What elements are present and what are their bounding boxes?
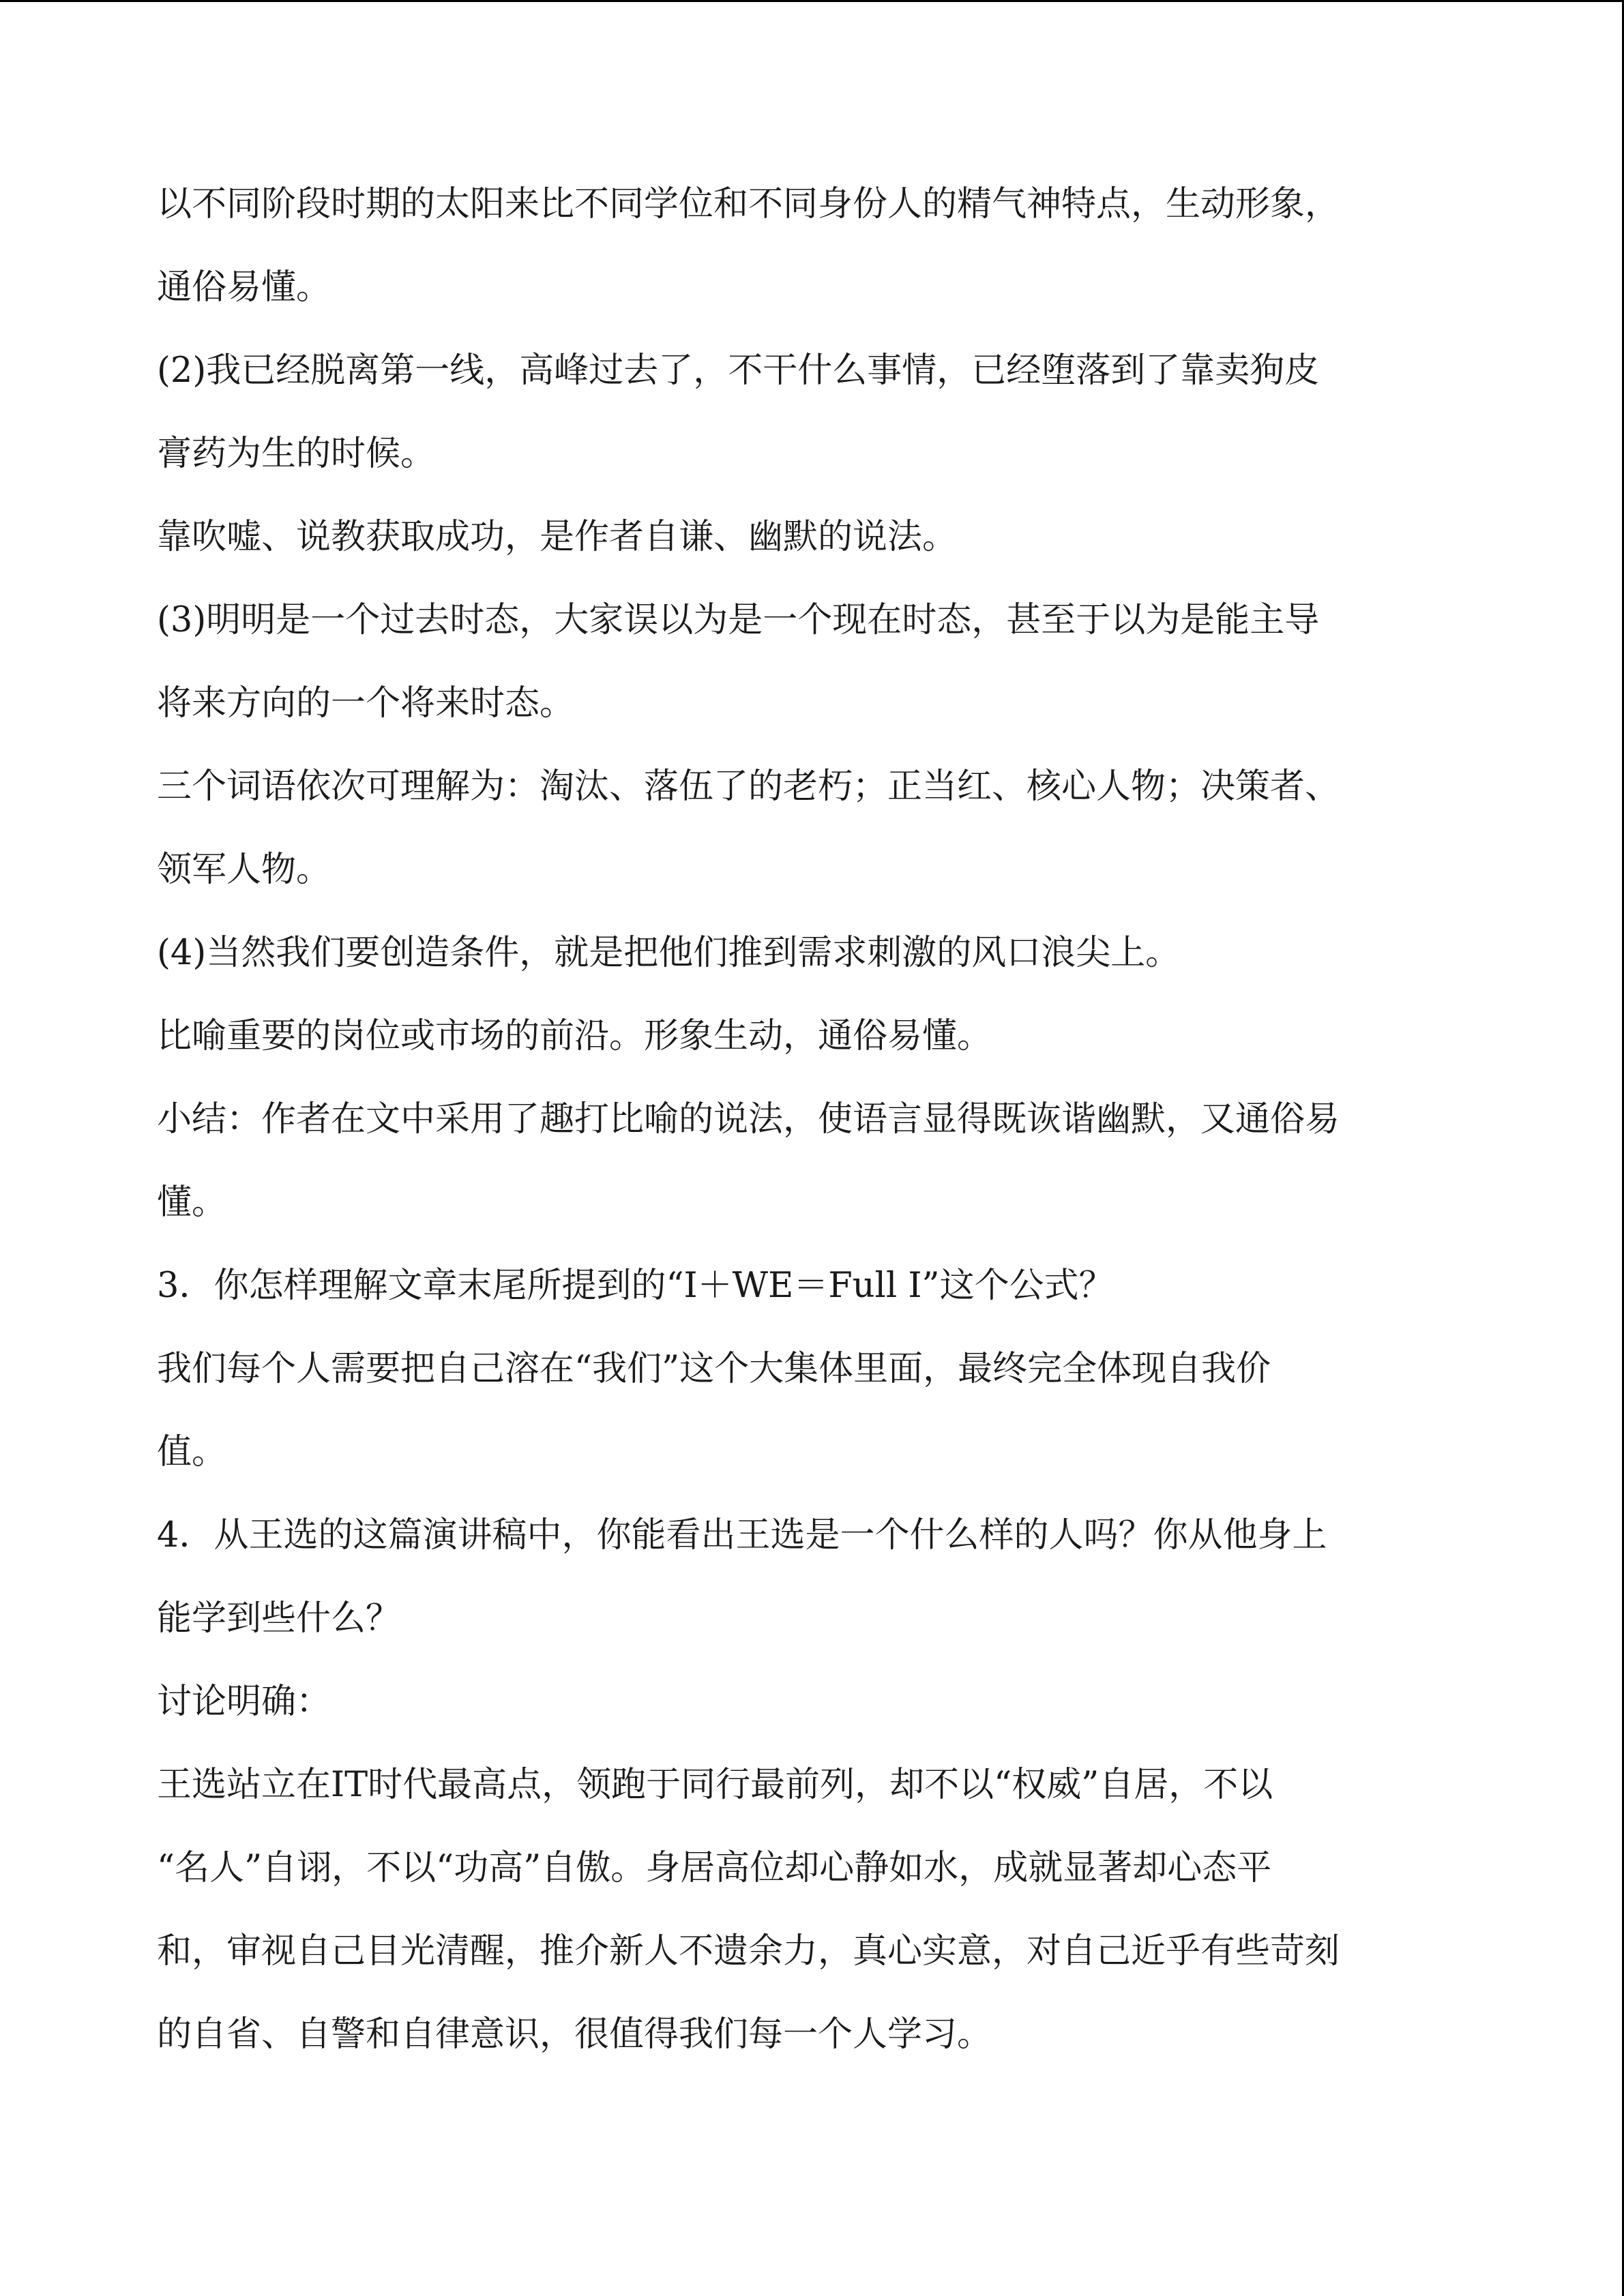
text-line: 将来方向的一个将来时态。: [157, 683, 575, 724]
text-line: 比喻重要的岗位或市场的前沿。形象生动，通俗易懂。: [157, 1016, 992, 1056]
text-line: 三个词语依次可理解为：淘汰、落伍了的老朽；正当红、核心人物；决策者、: [157, 766, 1340, 807]
text-line: 和，审视自己目光清醒，推介新人不遗余力，真心实意，对自己近乎有些苛刻: [157, 1931, 1340, 1971]
text-line: (2)我已经脱离第一线，高峰过去了，不干什么事情，已经堕落到了靠卖狗皮: [157, 351, 1320, 391]
text-line: 讨论明确：: [157, 1682, 331, 1722]
text-line: 膏药为生的时候。: [157, 434, 436, 474]
text-line: 通俗易懂。: [157, 267, 331, 308]
text-line: “名人”自诩，不以“功高”自傲。身居高位却心静如水，成就显著却心态平: [157, 1848, 1272, 1888]
document-body: [157, 163, 1466, 2076]
text-line: 懂。: [157, 1182, 227, 1223]
text-line: 的自省、自警和自律意识，很值得我们每一个人学习。: [157, 2014, 992, 2055]
text-line: 我们每个人需要把自己溶在“我们”这个大集体里面，最终完全体现自我价: [157, 1349, 1271, 1389]
text-line: 靠吹嘘、说教获取成功，是作者自谦、幽默的说法。: [157, 517, 958, 557]
text-line: 能学到些什么？: [157, 1598, 401, 1639]
text-line: 领军人物。: [157, 850, 331, 890]
text-line: 4．从王选的这篇演讲稿中，你能看出王选是一个什么样的人吗？你从他身上: [157, 1515, 1327, 1555]
text-line: 以不同阶段时期的太阳来比不同学位和不同身份人的精气神特点，生动形象，: [157, 184, 1340, 224]
text-line: (3)明明是一个过去时态，大家误以为是一个现在时态，甚至于以为是能主导: [157, 600, 1320, 640]
text-line: 值。: [157, 1432, 227, 1472]
text-line: 王选站立在IT时代最高点，领跑于同行最前列，却不以“权威”自居，不以: [157, 1765, 1273, 1805]
text-line: 3．你怎样理解文章末尾所提到的“I＋WE＝Full I”这个公式？: [157, 1266, 1114, 1306]
text-line: (4)当然我们要创造条件，就是把他们推到需求刺激的风口浪尖上。: [157, 933, 1181, 973]
text-line: 小结：作者在文中采用了趣打比喻的说法，使语言显得既诙谐幽默，又通俗易: [157, 1099, 1340, 1139]
